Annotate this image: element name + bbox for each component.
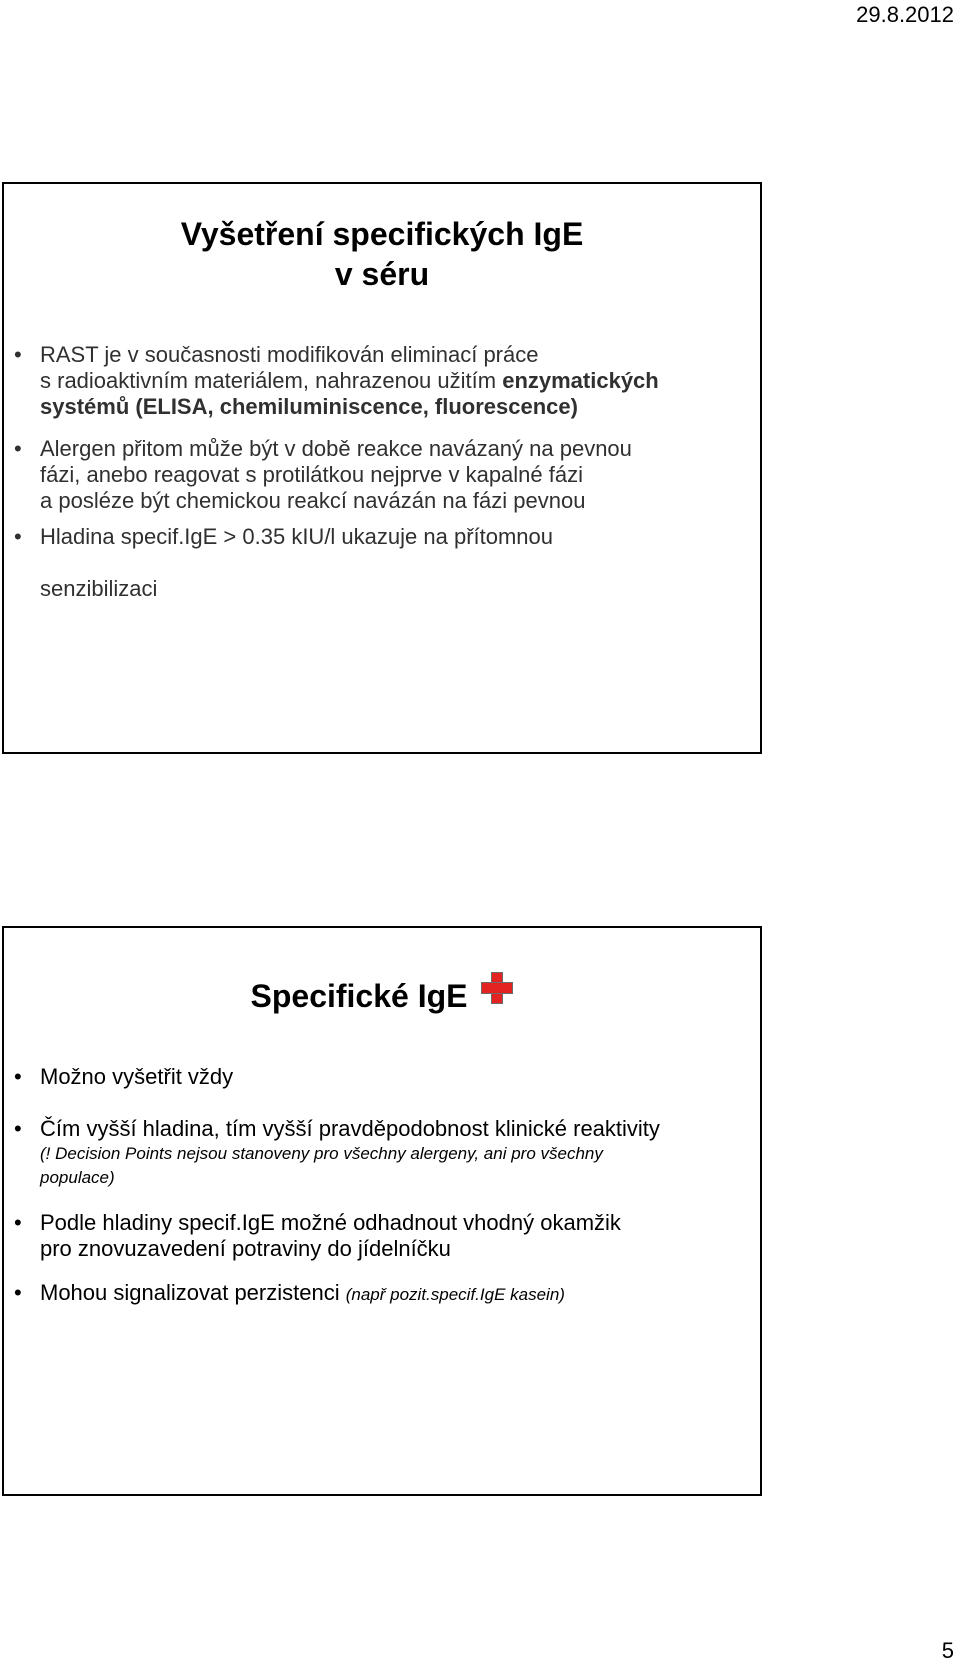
bullet-text: s radioaktivním materiálem, nahrazenou užitím enzymatických	[40, 368, 659, 393]
note-text: (např pozit.specif.IgE kasein)	[345, 1285, 565, 1304]
bullet-hladina	[14, 1116, 750, 1190]
note-text: (! Decision Points nejsou stanoveny pro všechny alergeny, ani pro všechny	[40, 1144, 603, 1163]
bullet-text: fázi, anebo reagovat s protilátkou nejprve v kapalné fázi	[40, 462, 583, 487]
red-cross-icon	[481, 972, 513, 1004]
bullet-podle	[14, 1210, 750, 1262]
bullet-alergen	[14, 436, 750, 514]
bullet-continuation: senzibilizaci	[40, 576, 158, 601]
bullet-text: Mohou signalizovat perzistenci	[40, 1280, 346, 1305]
bullet-text: • RAST je v současnosti modifikován eliminací práce	[40, 342, 539, 367]
bullet-text: • Hladina specif.IgE > 0.35 kIU/l ukazuje na přítomnou	[40, 524, 554, 549]
bullet-mohou	[14, 1280, 750, 1308]
bullet-text: • Čím vyšší hladina, tím vyšší pravděpodobnost klinické reaktivity	[40, 1116, 660, 1141]
bold-text: enzymatických	[502, 368, 659, 393]
title-text: Specifické IgE	[250, 978, 468, 1014]
bullet-list	[14, 342, 750, 550]
bullet-text: • Podle hladiny specif.IgE možné odhadnout vhodný okamžik	[40, 1210, 621, 1235]
slide-specific-ige	[2, 926, 762, 1496]
bullet-text: Možno vyšetřit vždy	[40, 1064, 234, 1089]
title-line-1: Vyšetření specifických IgE	[180, 216, 584, 252]
bullet-text: • Alergen přitom může být v době reakce navázaný na pevnou	[40, 436, 632, 461]
bullet-text: a posléze být chemickou reakcí navázán na fázi pevnou	[40, 488, 586, 513]
bullet-hladina	[14, 524, 750, 550]
slide-title	[4, 976, 760, 1016]
bullet-rast	[14, 342, 750, 420]
title-line-2: v séru	[334, 256, 430, 292]
bullet-list	[14, 1064, 750, 1308]
slide-title	[4, 214, 760, 294]
bold-text: systémů (ELISA, chemiluminiscence, fluorescence)	[40, 394, 578, 419]
note-text: populace)	[40, 1168, 115, 1187]
slide-serum-ige	[2, 182, 762, 754]
page-number: 5	[941, 1638, 954, 1663]
bullet-vzdy	[14, 1064, 750, 1090]
bullet-text: pro znovuzavedení potraviny do jídelníčku	[40, 1236, 451, 1261]
page-date: 29.8.2012	[856, 2, 954, 27]
